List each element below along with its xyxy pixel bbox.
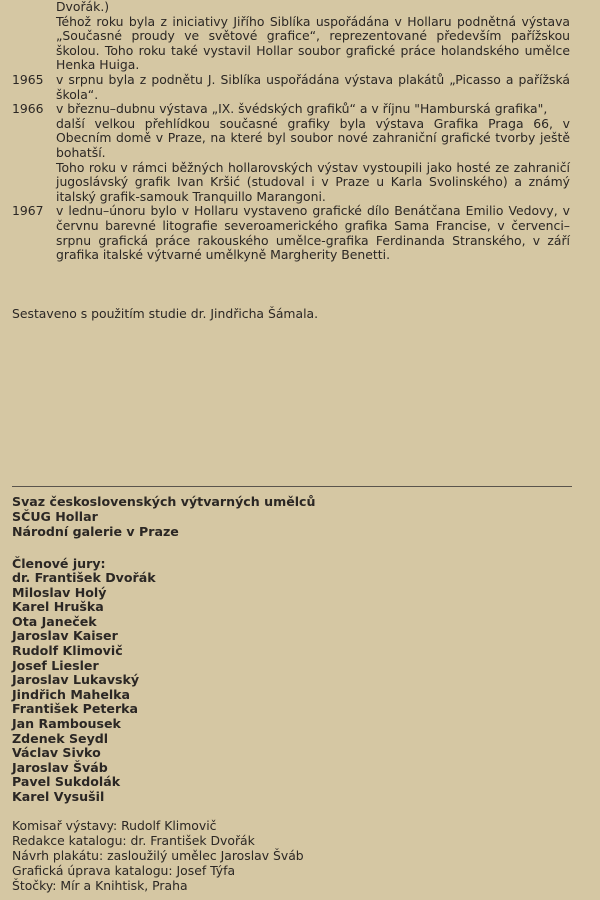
entry-year: 1967 <box>12 203 44 219</box>
organizer: Národní galerie v Praze <box>12 524 179 539</box>
jury-member: Karel Hruška <box>12 599 104 615</box>
jury-member: Rudolf Klimovič <box>12 642 123 658</box>
section-divider <box>12 486 572 487</box>
jury-member: Václav Sivko <box>12 745 101 761</box>
entry-text: Toho roku v rámci běžných hollarovských výstav vystoupili jako hosté ze zahraničí jugoslávský grafik Ivan Kršić (studoval i v Praze u Karla Svolinského) a známý italský grafik-samouk Tranquillo Marangoni. <box>56 159 570 204</box>
jury-list <box>12 571 156 805</box>
jury-member: Josef Liesler <box>12 657 99 673</box>
lead-fragment: Dvořák.) <box>56 0 110 14</box>
entry-text: v srpnu byla z podnětu J. Siblíka uspořádána výstava plakátů „Picasso a pařížská škola“. <box>56 71 570 102</box>
jury-member: Jan Rambousek <box>12 715 121 731</box>
jury-member: Miloslav Holý <box>12 584 107 600</box>
chronology-entry <box>0 102 600 204</box>
jury-member: dr. František Dvořák <box>12 570 156 585</box>
jury-member: Ota Janeček <box>12 613 97 629</box>
entry-year: 1966 <box>12 101 44 117</box>
jury-member: Jaroslav Šváb <box>12 759 108 775</box>
jury-member: Jindřich Mahelka <box>12 686 131 702</box>
credits-block <box>12 818 304 893</box>
jury-member: Jaroslav Kaiser <box>12 628 118 644</box>
entry-text: další velkou přehlídkou současné grafiky byla výstava Grafika Praga 66, v Obecním domě v Praze, na které byl soubor nové zahraniční grafické tvorby ještě bohatší. <box>56 115 570 160</box>
chronology-entry <box>0 73 600 102</box>
jury-member: Karel Vysušil <box>12 788 105 804</box>
jury-heading: Členové jury: <box>12 556 106 571</box>
credit-line: Redakce katalogu: dr. František Dvořák <box>12 833 255 848</box>
chronology-entry <box>0 204 600 262</box>
credit-line: Grafická úprava katalogu: Josef Týfa <box>12 863 236 878</box>
chronology-section <box>0 0 600 263</box>
credit-line: Komisař výstavy: Rudolf Klimovič <box>12 818 217 833</box>
entry-text: v březnu–dubnu výstava „IX. švédských grafiků“ a v říjnu "Hamburská grafika", <box>56 101 548 117</box>
organizers-block <box>12 494 316 539</box>
chronology-lead <box>56 0 570 73</box>
organizer: Svaz československých výtvarných umělců <box>12 494 316 509</box>
jury-member: František Peterka <box>12 701 139 717</box>
jury-member: Jaroslav Lukavský <box>12 672 140 688</box>
jury-member: Pavel Sukdolák <box>12 774 121 790</box>
credit-line: Štočky: Mír a Knihtisk, Praha <box>12 878 188 893</box>
lead-paragraph: Téhož roku byla z iniciativy Jiřího Siblíka uspořádána v Hollaru podnětná výstava „Současné proudy ve světové grafice“, reprezentované především pařížskou školou. Toho roku také vystavil Hollar soubor grafické práce holandského umělce Henka Huiga. <box>56 13 570 73</box>
jury-member: Zdenek Seydl <box>12 730 109 746</box>
entry-text: v lednu–únoru bylo v Hollaru vystaveno grafické dílo Benátčana Emilio Vedovy, v červnu barevné litografie severoamerického grafika Sama Francise, v červenci–srpnu grafická práce rakouského umělce-grafika Ferdinanda Stranského, v září grafika italské výtvarné umělkyně Margherity Benetti. <box>56 203 570 263</box>
source-note: Sestaveno s použitím studie dr. Jindřicha Šámala. <box>12 306 319 321</box>
organizer: SČUG Hollar <box>12 509 98 524</box>
entry-year: 1965 <box>12 71 44 87</box>
credit-line: Návrh plakátu: zasloužilý umělec Jaroslav Šváb <box>12 848 304 863</box>
